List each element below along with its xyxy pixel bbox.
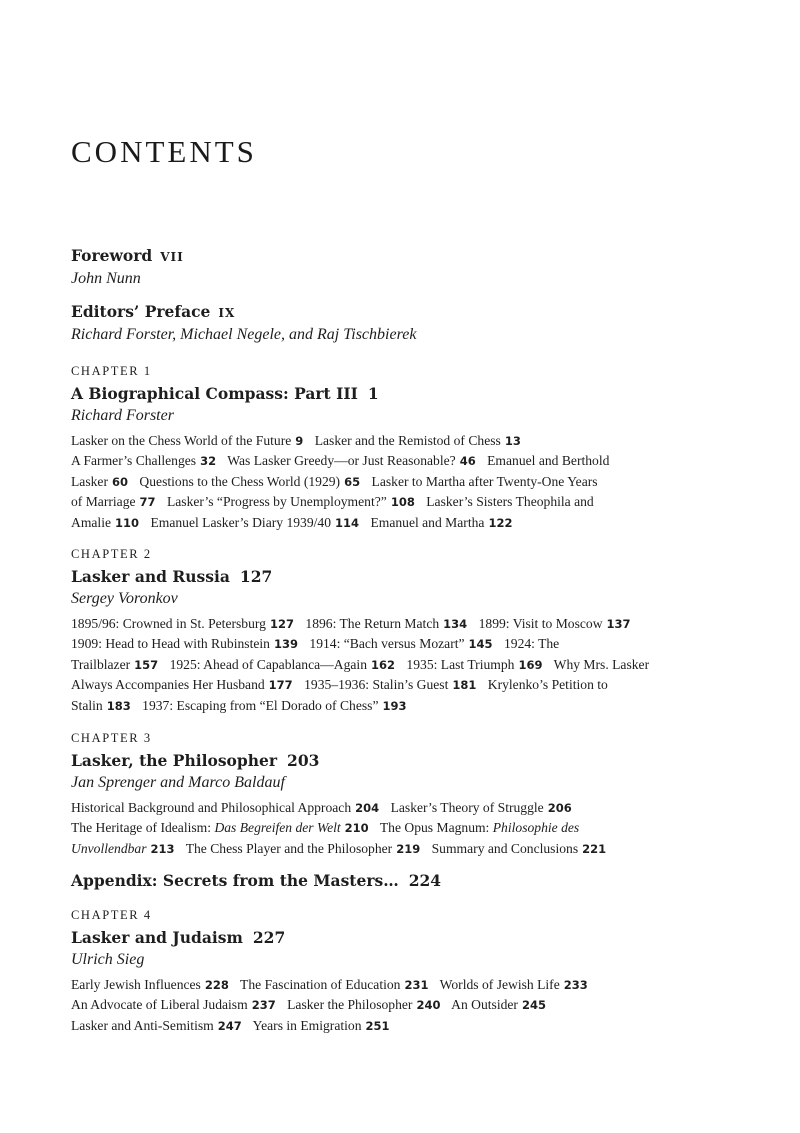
subsection-title[interactable]: Questions to the Chess World (1929) [139, 473, 341, 489]
subsection-title-italic[interactable]: Unvollendbar [71, 840, 147, 856]
subsection-title[interactable]: Emanuel and Berthold [487, 453, 610, 469]
subsection-title[interactable]: Lasker the Philosopher [287, 997, 413, 1013]
subsection-page: 13 [504, 434, 521, 448]
chapter-page: 227 [252, 928, 286, 947]
subsection-title[interactable]: 1937: Escaping from “El Dorado of Chess” [142, 697, 379, 713]
entry-page: IX [218, 306, 236, 320]
subsection-title[interactable]: 1935–1936: Stalin’s Guest [304, 677, 449, 693]
subsection-page: 110 [115, 515, 140, 530]
subsection-page: 137 [606, 617, 631, 631]
subsection-title[interactable]: Years in Emigration [252, 1017, 362, 1033]
subsection-page: 46 [459, 454, 476, 469]
subsection-title[interactable]: Stalin [71, 697, 103, 713]
subsection-list [71, 431, 721, 533]
subsection-page: 108 [390, 495, 415, 510]
subsection-page: 204 [355, 801, 380, 815]
subsection-title-italic: Das Begreifen der Welt [214, 820, 341, 836]
subsection-title[interactable]: Lasker on the Chess World of the Future [71, 433, 292, 448]
subsection-title[interactable]: Worlds of Jewish Life [439, 977, 560, 992]
subsection-page: 240 [416, 998, 441, 1013]
chapter-1 [71, 362, 721, 533]
subsection-title[interactable]: Early Jewish Influences [71, 977, 201, 992]
subsection-title[interactable]: Lasker’s Sisters Theophila and [426, 494, 594, 510]
subsection-page: 114 [335, 515, 360, 530]
subsection-title[interactable]: of Marriage [71, 494, 136, 510]
subsection-page: 9 [295, 434, 304, 448]
subsection-list [71, 614, 721, 716]
subsection-title-text: The Heritage of Idealism: [71, 820, 215, 836]
subsection-title[interactable]: 1909: Head to Head with Rubinstein [71, 636, 270, 652]
subsection-page: 134 [443, 617, 468, 631]
subsection-title[interactable]: Always Accompanies Her Husband [71, 677, 265, 693]
subsection-page: 228 [204, 978, 229, 992]
subsection-title[interactable]: Krylenko’s Petition to [487, 677, 608, 693]
subsection-title[interactable]: A Farmer’s Challenges [71, 453, 197, 469]
chapter-page: 127 [239, 567, 273, 586]
chapter-author: Ulrich Sieg [71, 951, 145, 968]
subsection-page: 210 [344, 821, 369, 836]
subsection-page: 213 [150, 841, 175, 856]
subsection-title[interactable]: 1914: “Bach versus Mozart” [309, 636, 465, 652]
chapter-title[interactable]: Lasker, the Philosopher [71, 751, 278, 770]
subsection-list [71, 975, 721, 1036]
subsection-title[interactable]: Lasker and the Remistod of Chess [314, 433, 501, 448]
entry-author: John Nunn [71, 270, 141, 287]
subsection-page: 251 [365, 1018, 390, 1033]
subsection-title[interactable]: An Advocate of Liberal Judaism [71, 997, 248, 1013]
subsection-page: 231 [404, 978, 429, 992]
appendix-title[interactable]: Appendix: Secrets from the Masters… [71, 871, 399, 890]
chapter-label: CHAPTER 1 [71, 364, 152, 378]
entry-foreword [71, 245, 721, 290]
subsection-page: 32 [200, 454, 217, 469]
subsection-title[interactable]: Emanuel Lasker’s Diary 1939/40 [150, 514, 332, 530]
subsection-page: 193 [382, 698, 407, 713]
subsection-page: 139 [273, 637, 298, 652]
subsection-page: 247 [217, 1018, 242, 1033]
subsection-title[interactable] [71, 820, 341, 835]
subsection-title[interactable]: Was Lasker Greedy—or Just Reasonable? [227, 453, 456, 469]
subsection-page: 77 [139, 495, 156, 510]
subsection-title[interactable]: 1924: The [503, 636, 560, 652]
subsection-page: 127 [269, 617, 294, 631]
subsection-page: 162 [371, 657, 396, 672]
entry-appendix [71, 870, 721, 892]
subsection-title[interactable]: Trailblazer [71, 656, 131, 672]
subsection-title[interactable]: Lasker and Anti-Semitism [71, 1017, 214, 1033]
subsection-title[interactable]: The Chess Player and the Philosopher [185, 840, 393, 856]
subsection-title[interactable]: Lasker to Martha after Twenty-One Years [371, 473, 598, 489]
chapter-title[interactable]: A Biographical Compass: Part III [71, 384, 358, 403]
chapter-label: CHAPTER 4 [71, 908, 152, 922]
chapter-3 [71, 729, 721, 859]
chapter-author: Richard Forster [71, 407, 174, 424]
appendix-page: 224 [408, 871, 442, 890]
subsection-title[interactable]: Amalie [71, 514, 112, 530]
subsection-title[interactable]: 1935: Last Triumph [406, 656, 515, 672]
subsection-title[interactable]: An Outsider [451, 997, 518, 1013]
chapter-page: 203 [287, 751, 320, 770]
subsection-page: 169 [518, 657, 543, 672]
subsection-page: 157 [134, 657, 159, 672]
subsection-page: 206 [547, 801, 572, 815]
subsection-page: 183 [106, 698, 131, 713]
subsection-page: 237 [251, 998, 276, 1013]
subsection-title[interactable]: Summary and Conclusions [431, 840, 579, 856]
subsection-page: 122 [488, 515, 513, 530]
subsection-title[interactable]: 1896: The Return Match [305, 616, 440, 631]
entry-page: VII [160, 250, 184, 264]
subsection-title[interactable]: Lasker’s Theory of Struggle [390, 800, 544, 815]
subsection-title[interactable]: Lasker’s “Progress by Unemployment?” [166, 494, 387, 510]
chapter-title[interactable]: Lasker and Russia [71, 567, 230, 586]
chapter-author: Sergey Voronkov [71, 590, 178, 607]
chapter-title[interactable]: Lasker and Judaism [71, 928, 243, 947]
page-title: CONTENTS [71, 134, 257, 169]
subsection-page: 221 [582, 841, 607, 856]
subsection-title[interactable]: 1895/96: Crowned in St. Petersburg [71, 616, 266, 631]
entry-preface [71, 301, 721, 346]
subsection-page: 177 [268, 678, 293, 693]
chapter-label: CHAPTER 2 [71, 547, 152, 561]
subsection-page: 219 [396, 841, 421, 856]
entry-title[interactable]: Editors’ Preface [71, 302, 211, 321]
subsection-title[interactable]: Emanuel and Martha [370, 514, 485, 530]
subsection-page: 60 [112, 474, 129, 489]
subsection-page: 245 [521, 998, 546, 1013]
subsection-title[interactable] [380, 820, 579, 835]
subsection-title-text: The Opus Magnum: [379, 820, 493, 836]
chapter-2 [71, 545, 721, 716]
subsection-title[interactable]: 1899: Visit to Moscow [478, 616, 603, 631]
chapter-4 [71, 906, 721, 1036]
subsection-title[interactable]: Lasker [71, 473, 108, 489]
subsection-page: 233 [563, 978, 588, 992]
entry-author: Richard Forster, Michael Negele, and Raj Tischbierek [71, 326, 417, 343]
chapter-label: CHAPTER 3 [71, 731, 152, 745]
entry-title[interactable]: Foreword [71, 246, 153, 265]
subsection-title[interactable]: The Fascination of Education [240, 977, 401, 992]
subsection-page: 65 [344, 474, 361, 489]
subsection-page: 145 [468, 637, 493, 652]
subsection-page: 181 [452, 678, 477, 693]
chapter-page: 1 [367, 384, 379, 403]
subsection-title[interactable]: Historical Background and Philosophical Approach [71, 800, 352, 815]
subsection-title[interactable]: Why Mrs. Lasker [553, 656, 650, 672]
subsection-title[interactable]: 1925: Ahead of Capablanca—Again [169, 656, 367, 672]
subsection-title-italic: Philosophie des [492, 820, 580, 836]
chapter-author: Jan Sprenger and Marco Baldauf [71, 774, 285, 791]
subsection-list [71, 798, 721, 859]
